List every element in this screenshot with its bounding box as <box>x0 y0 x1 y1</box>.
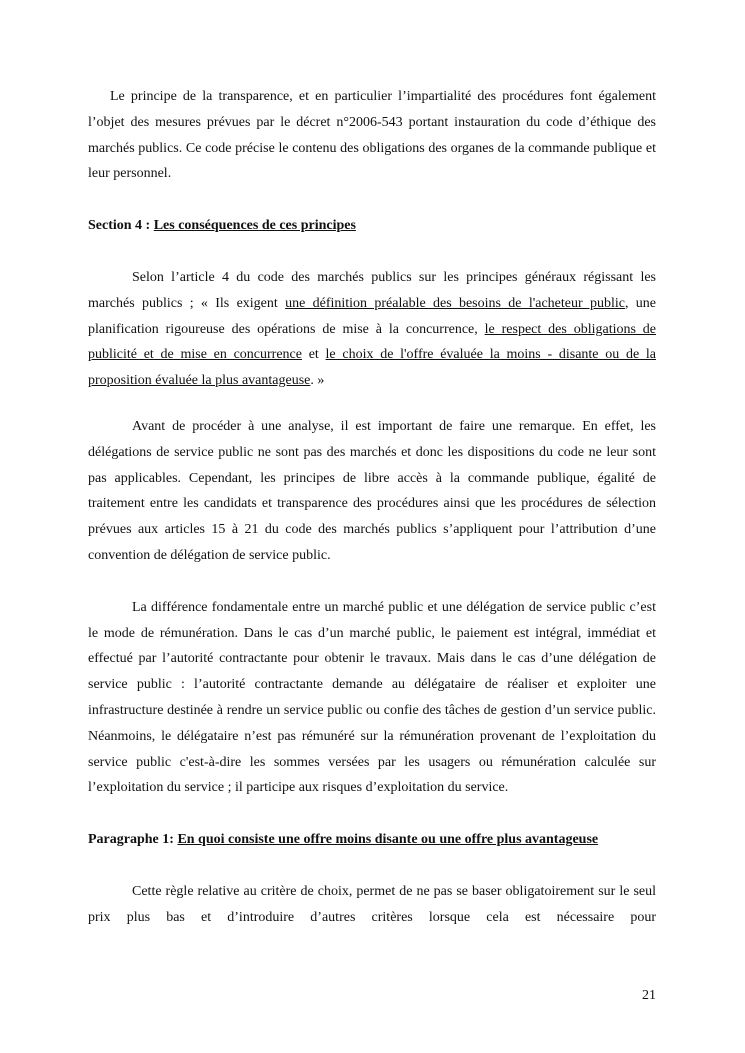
section-4-prefix: Section 4 : <box>88 218 154 234</box>
article-4-underline-1: une définition préalable des besoins de l'acheteur public <box>285 295 625 311</box>
article-4-text-2: , une planification rigoureuse des opérations de mise à la concurrence, <box>88 295 657 337</box>
paragraphe-1-prefix: Paragraphe 1: <box>88 832 178 848</box>
article-4-text-4: . » <box>310 373 325 389</box>
section-4-heading <box>88 213 656 239</box>
paragraph-article-4 <box>88 265 656 394</box>
document-body <box>88 84 656 931</box>
page-number: 21 <box>642 988 656 1003</box>
article-4-underline-2: le respect des obligations de publicité et de mise en concurrence <box>88 321 657 363</box>
article-4-text-1: Selon l’article 4 du code des marchés publics sur les principes généraux régissant les marchés publics ; « Ils exigent <box>88 269 656 311</box>
article-4-underline-3: le choix de l'offre évaluée la moins - disante ou de la proposition évaluée la plus avantageuse <box>88 347 657 389</box>
paragraph-remarque: Avant de procéder à une analyse, il est important de faire une remarque. En effet, les délégations de service public ne sont pas des marchés et donc les dispositions du code ne leur sont pas applicables. Cependant, les principes de libre accès à la commande publique, égalité de traitement entre les candidats et transparence des procédures ainsi que les procédures de sélection prévues aux articles 15 à 21 du code des marchés publics s’appliquent pour l’attribution d’une convention de délégation de service public. <box>88 418 656 563</box>
article-4-text-3: et <box>301 347 326 363</box>
paragraph-critere: Cette règle relative au critère de choix, permet de ne pas se baser obligatoirement sur le seul prix plus bas et d’introduire d’autres critères lorsque cela est nécessaire pour <box>88 883 656 925</box>
paragraphe-1-title: En quoi consiste une offre moins disante ou une offre plus avantageuse <box>177 832 599 848</box>
paragraph-transparence: Le principe de la transparence, et en particulier l’impartialité des procédures font également l’objet des mesures prévues par le décret n°2006-543 portant instauration du code d’éthique des marchés publics. Ce code précise le contenu des obligations des organes de la commande publique et leur personnel. <box>88 89 656 182</box>
paragraph-difference: La différence fondamentale entre un marché public et une délégation de service public c’est le mode de rémunération. Dans le cas d’un marché public, le paiement est intégral, immédiat et effectué par l’autorité contractante pour obtenir le travaux. Mais dans le cas d’une délégation de service public : l’autorité contractante demande au délégataire de réaliser et exploiter une infrastructure destinée à rendre un service public ou confie des tâches de gestion d’un service public. Néanmoins, le délégataire n’est pas rémunéré sur la rémunération provenant de l’exploitation du service public c'est-à-dire les sommes versées par les usagers ou rémunération calculée sur l’exploitation du service ; il participe aux risques d’exploitation du service. <box>88 599 656 796</box>
paragraphe-1-heading <box>88 827 656 853</box>
section-4-title: Les conséquences de ces principes <box>153 218 356 234</box>
